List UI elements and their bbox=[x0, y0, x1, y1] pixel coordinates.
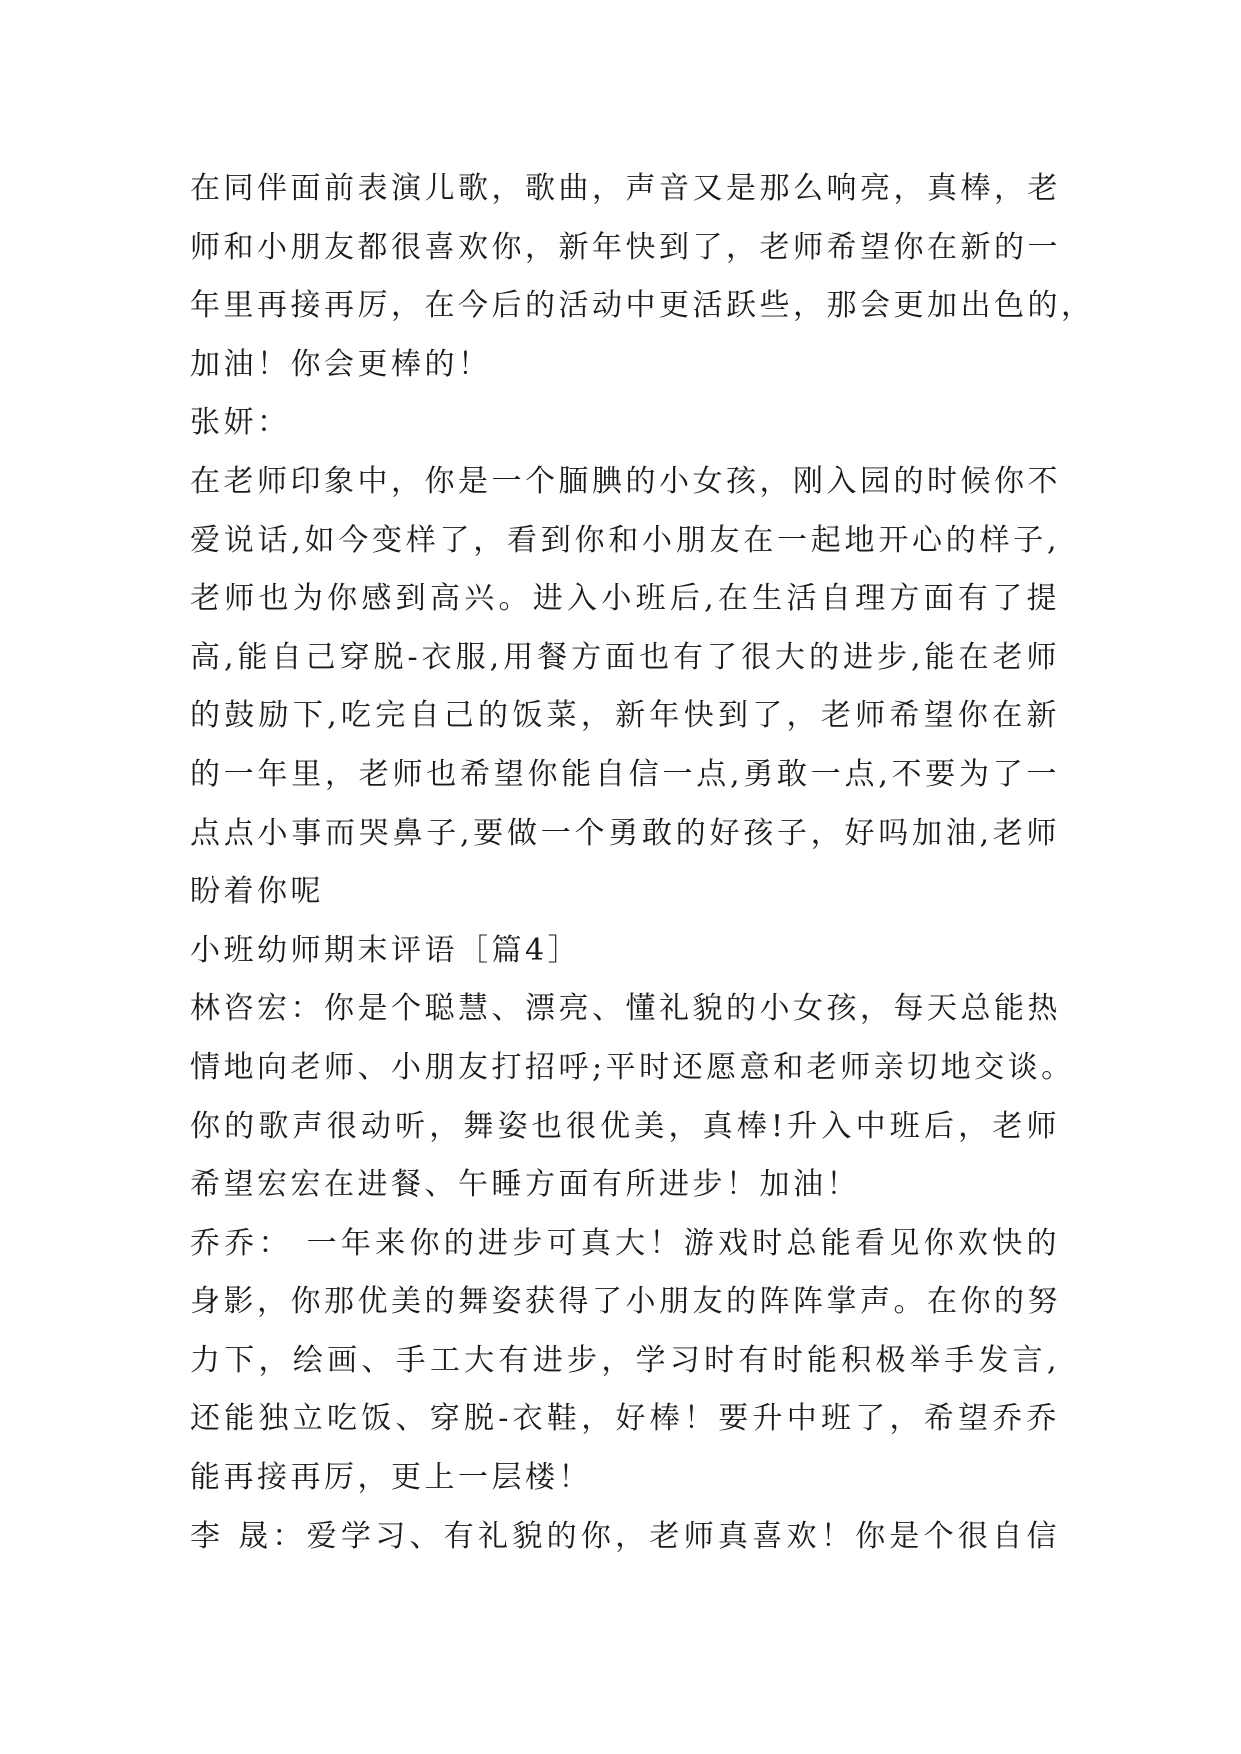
text-line: 的一年里，老师也希望你能自信一点,勇敢一点,不要为了一 bbox=[190, 756, 1060, 792]
text-line: 身影，你那优美的舞姿获得了小朋友的阵阵掌声。在你的努 bbox=[190, 1284, 1061, 1320]
text-line: 能再接再厉，更上一层楼！ bbox=[190, 1460, 592, 1496]
text-line: 力下，绘画、手工大有进步，学习时有时能积极举手发言, bbox=[190, 1342, 1060, 1378]
section-heading: 小班幼师期末评语［篇4］ bbox=[190, 932, 582, 968]
text-line: 加油！你会更棒的！ bbox=[190, 346, 492, 382]
text-line: 情地向老师、小朋友打招呼;平时还愿意和老师亲切地交谈。 bbox=[190, 1049, 1075, 1085]
text-line: 希望宏宏在进餐、午睡方面有所进步！加油！ bbox=[190, 1167, 860, 1203]
text-line: 乔乔： 一年来你的进步可真大！游戏时总能看见你欢快的 bbox=[190, 1225, 1060, 1261]
student-name-heading: 张妍： bbox=[190, 405, 291, 441]
text-line: 林咨宏：你是个聪慧、漂亮、懂礼貌的小女孩，每天总能热 bbox=[190, 991, 1061, 1027]
text-line: 年里再接再厉，在今后的活动中更活跃些，那会更加出色的， bbox=[190, 288, 1095, 324]
text-line: 你的歌声很动听，舞姿也很优美，真棒!升入中班后，老师 bbox=[190, 1108, 1060, 1144]
text-line: 在老师印象中，你是一个腼腆的小女孩，刚入园的时候你不 bbox=[190, 463, 1061, 499]
text-line: 的鼓励下,吃完自己的饭菜，新年快到了，老师希望你在新 bbox=[190, 698, 1060, 734]
text-line: 高,能自己穿脱-衣服,用餐方面也有了很大的进步,能在老师 bbox=[190, 639, 1060, 675]
text-line: 还能独立吃饭、穿脱-衣鞋，好棒！要升中班了，希望乔乔 bbox=[190, 1401, 1060, 1437]
text-line: 点点小事而哭鼻子,要做一个勇敢的好孩子，好吗加油,老师 bbox=[190, 815, 1060, 851]
text-line: 盼着你呢 bbox=[190, 874, 324, 910]
text-line: 在同伴面前表演儿歌，歌曲，声音又是那么响亮，真棒，老 bbox=[190, 171, 1061, 206]
text-line: 李 晟：爱学习、有礼貌的你，老师真喜欢！你是个很自信 bbox=[190, 1518, 1060, 1554]
text-line: 师和小朋友都很喜欢你，新年快到了，老师希望你在新的一 bbox=[190, 229, 1061, 265]
text-line: 爱说话,如今变样了，看到你和小朋友在一起地开心的样子, bbox=[190, 522, 1060, 558]
document-body bbox=[190, 160, 1095, 1566]
text-line: 老师也为你感到高兴。进入小班后,在生活自理方面有了提 bbox=[190, 581, 1060, 617]
